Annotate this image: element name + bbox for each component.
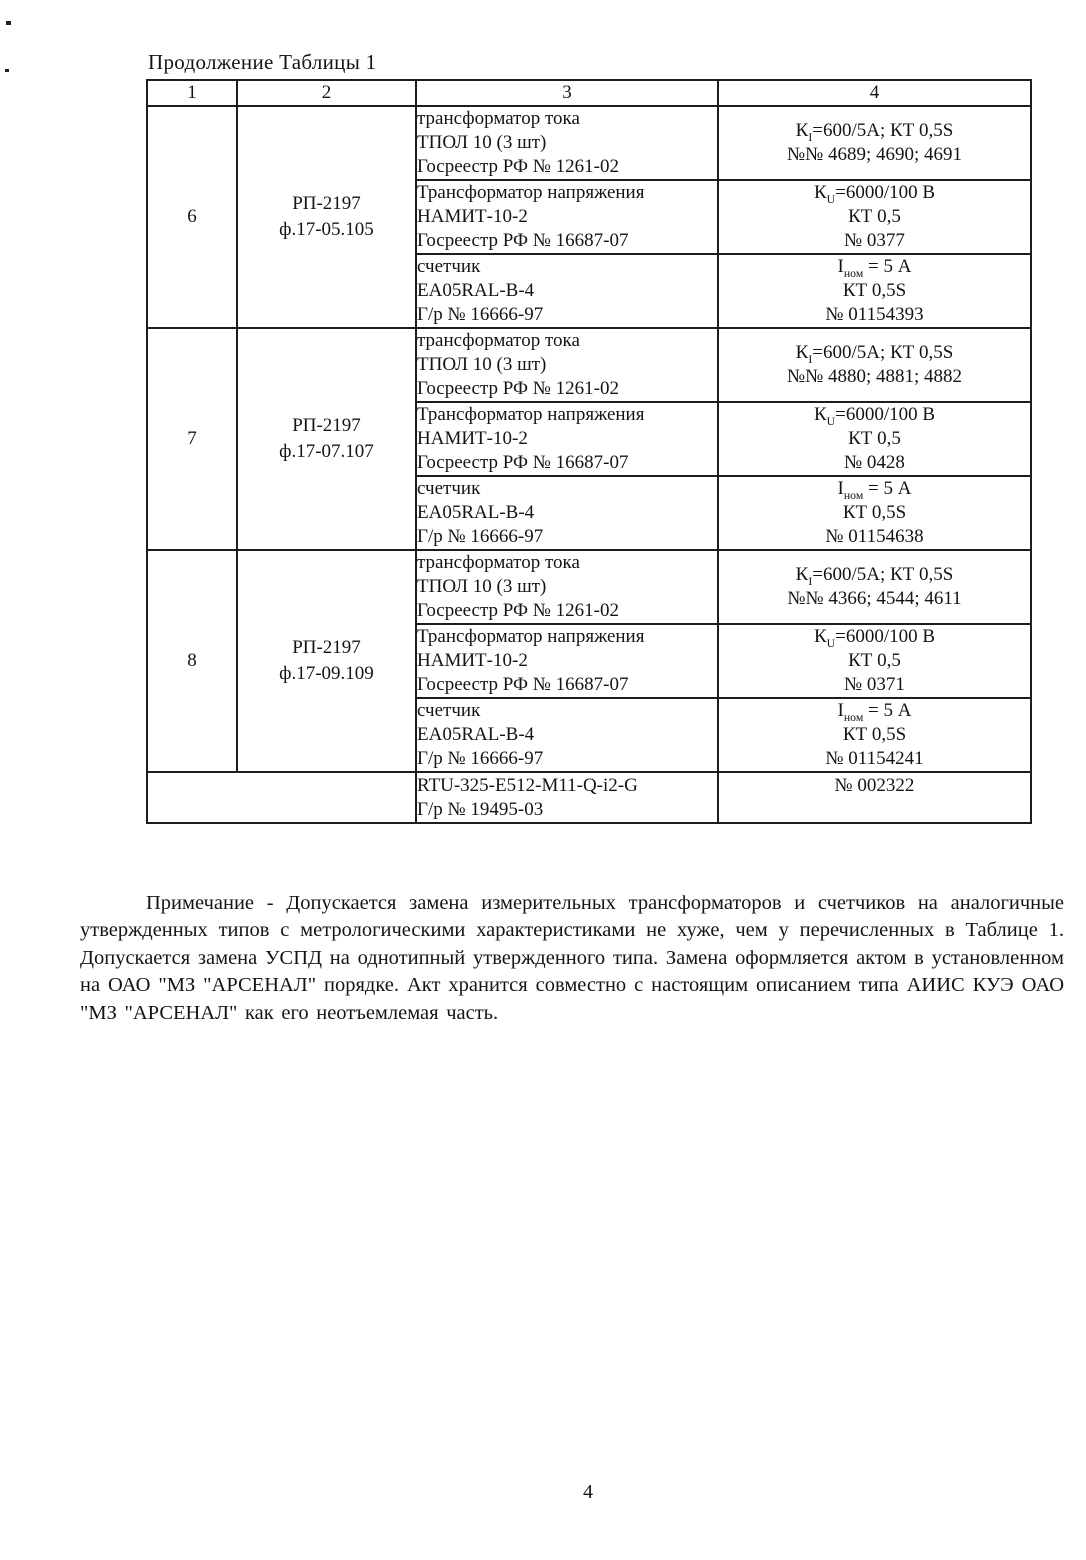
cell-line: №№ 4366; 4544; 4611 — [787, 588, 962, 609]
cell-line: РП-2197 — [292, 637, 361, 658]
uspd-specs-cell — [718, 772, 1031, 823]
table-row — [147, 550, 1031, 624]
cell-line: Госреестр РФ № 1261-02 — [417, 156, 619, 177]
column-header: 4 — [718, 80, 1031, 106]
cell-line: КТ 0,5S — [842, 280, 907, 301]
cell-line: № 01154638 — [825, 526, 924, 547]
cell-line: EA05RAL-B-4 — [417, 724, 535, 745]
cell-line: ф.17-09.109 — [279, 663, 374, 684]
cell-line: трансформатор тока — [417, 552, 580, 573]
cell-line: $I_{ном} = 5$ А — [837, 256, 912, 280]
cell-line: № 002322 — [834, 775, 915, 796]
cell-line: Госреестр РФ № 1261-02 — [417, 378, 619, 399]
row-number-cell: 7 — [147, 328, 237, 550]
cell-line: $К_I=600/5А$; КТ 0,5S — [795, 120, 954, 144]
equipment-cell — [416, 698, 718, 772]
cell-line: Г/р № 16666-97 — [417, 526, 544, 547]
page-number: 4 — [583, 1481, 593, 1503]
specs-cell — [718, 180, 1031, 254]
cell-line: счетчик — [417, 256, 481, 277]
cell-line: $К_U=6000/100$ В — [813, 626, 936, 650]
cell-line: Г/р № 16666-97 — [417, 748, 544, 769]
uspd-equipment-cell — [416, 772, 718, 823]
equipment-cell — [416, 550, 718, 624]
table-continuation-title: Продолжение Таблицы 1 — [148, 50, 377, 74]
column-header: 2 — [237, 80, 416, 106]
cell-line: $К_U=6000/100$ В — [813, 404, 936, 428]
table-row — [147, 106, 1031, 180]
cell-line: Госреестр РФ № 16687-07 — [417, 230, 629, 251]
table-body — [147, 106, 1031, 823]
cell-line: Госреестр РФ № 16687-07 — [417, 674, 629, 695]
equipment-table — [146, 79, 1032, 824]
cell-line: Г/р № 19495-03 — [417, 799, 544, 820]
cell-line: РП-2197 — [292, 415, 361, 436]
specs-cell — [718, 550, 1031, 624]
cell-line: $К_U=6000/100$ В — [813, 182, 936, 206]
cell-line: КТ 0,5 — [848, 650, 901, 671]
equipment-cell — [416, 624, 718, 698]
specs-cell — [718, 624, 1031, 698]
cell-line: Г/р № 16666-97 — [417, 304, 544, 325]
specs-cell — [718, 106, 1031, 180]
merged-empty-cell — [147, 772, 416, 823]
specs-cell — [718, 402, 1031, 476]
cell-line: RTU-325-E512-M11-Q-i2-G — [417, 775, 638, 796]
feeder-cell — [237, 106, 416, 328]
cell-line: № 0371 — [844, 674, 905, 695]
equipment-cell — [416, 328, 718, 402]
cell-line: РП-2197 — [292, 193, 361, 214]
cell-line: $I_{ном} = 5$ А — [837, 700, 912, 724]
feeder-cell — [237, 550, 416, 772]
cell-line: КТ 0,5S — [842, 502, 907, 523]
cell-line: КТ 0,5 — [848, 428, 901, 449]
table-row — [147, 328, 1031, 402]
cell-line: № 0428 — [844, 452, 905, 473]
cell-line: трансформатор тока — [417, 330, 580, 351]
cell-line: счетчик — [417, 478, 481, 499]
equipment-cell — [416, 402, 718, 476]
cell-line: №№ 4689; 4690; 4691 — [786, 144, 963, 165]
row-number-cell: 8 — [147, 550, 237, 772]
cell-line: НАМИТ-10-2 — [417, 428, 528, 449]
table-header — [147, 80, 1031, 106]
note-paragraph: Примечание - Допускается замена измерительных трансформаторов и счетчиков на аналогичные утвержденных типов с метрологическими характеристиками не хуже, чем у перечисленных в Таблице 1. Допускается замена УСПД на однотипный утвержденного типа. Замена оформляется актом в установленном на ОАО "МЗ "АРСЕНАЛ" порядке. Акт хранится совместно с настоящим описанием типа АИИС КУЭ ОАО "МЗ "АРСЕНАЛ" как его неотъемлемая часть. — [80, 891, 1064, 1024]
scan-artifact-dot — [5, 69, 9, 72]
equipment-cell — [416, 254, 718, 328]
cell-line: № 0377 — [844, 230, 905, 251]
cell-line: ф.17-07.107 — [279, 441, 374, 462]
cell-line: $К_I=600/5А$; КТ 0,5S — [795, 342, 954, 366]
specs-cell — [718, 254, 1031, 328]
cell-line: ТПОЛ 10 (3 шт) — [417, 132, 547, 153]
cell-line: КТ 0,5 — [848, 206, 901, 227]
cell-line: Трансформатор напряжения — [417, 182, 645, 203]
cell-line: Трансформатор напряжения — [417, 404, 645, 425]
cell-line: Госреестр РФ № 16687-07 — [417, 452, 629, 473]
uspd-row — [147, 772, 1031, 823]
header-row — [147, 80, 1031, 106]
cell-line: №№ 4880; 4881; 4882 — [786, 366, 963, 387]
cell-line: EA05RAL-B-4 — [417, 280, 535, 301]
specs-cell — [718, 698, 1031, 772]
cell-line: НАМИТ-10-2 — [417, 206, 528, 227]
cell-line: ф.17-05.105 — [279, 219, 374, 240]
cell-line: ТПОЛ 10 (3 шт) — [417, 354, 547, 375]
cell-line: $I_{ном} = 5$ А — [837, 478, 912, 502]
cell-line: EA05RAL-B-4 — [417, 502, 535, 523]
row-number-cell: 6 — [147, 106, 237, 328]
feeder-cell — [237, 328, 416, 550]
cell-line: трансформатор тока — [417, 108, 580, 129]
cell-line: ТПОЛ 10 (3 шт) — [417, 576, 547, 597]
cell-line: № 01154393 — [825, 304, 924, 325]
column-header: 1 — [147, 80, 237, 106]
cell-line: Трансформатор напряжения — [417, 626, 645, 647]
equipment-cell — [416, 476, 718, 550]
cell-line: КТ 0,5S — [842, 724, 907, 745]
cell-line: Госреестр РФ № 1261-02 — [417, 600, 619, 621]
cell-line: счетчик — [417, 700, 481, 721]
specs-cell — [718, 328, 1031, 402]
cell-line: № 01154241 — [825, 748, 924, 769]
specs-cell — [718, 476, 1031, 550]
cell-line: $К_I=600/5А$; КТ 0,5S — [795, 564, 954, 588]
equipment-cell — [416, 106, 718, 180]
column-header: 3 — [416, 80, 718, 106]
scan-artifact-dot — [6, 21, 11, 25]
cell-line: НАМИТ-10-2 — [417, 650, 528, 671]
equipment-cell — [416, 180, 718, 254]
